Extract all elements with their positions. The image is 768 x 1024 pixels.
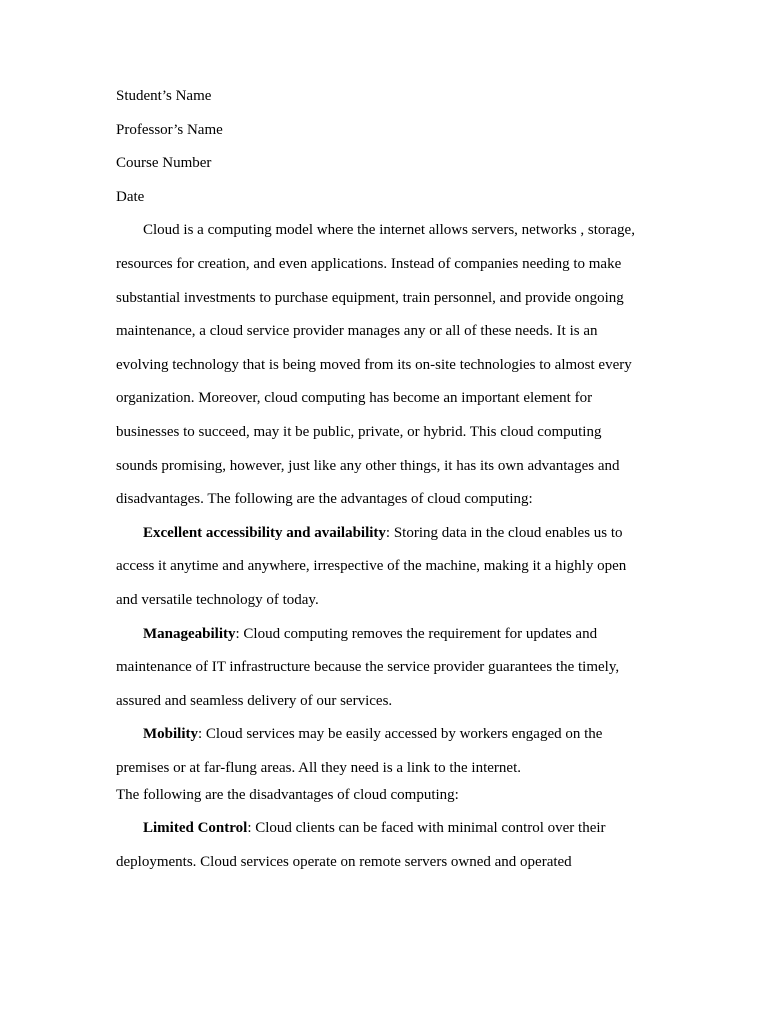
paragraph-line: sounds promising, however, just like any other things, it has its own advantages and bbox=[116, 457, 620, 474]
disadvantage-limited-control bbox=[116, 817, 656, 884]
paragraph-line bbox=[116, 522, 656, 556]
paragraph-line: resources for creation, and even applications. Instead of companies needing to make bbox=[116, 255, 622, 272]
advantage-accessibility bbox=[116, 522, 656, 623]
professor-name: Professor’s Name bbox=[116, 121, 223, 138]
advantage-term: Excellent accessibility and availability bbox=[143, 524, 386, 541]
paragraph-line bbox=[116, 623, 656, 657]
paragraph-line: Cloud is a computing model where the internet allows servers, networks , storage, bbox=[143, 222, 635, 239]
paragraph-line: maintenance of IT infrastructure because the service provider guarantees the timely, bbox=[116, 659, 620, 676]
course-number: Course Number bbox=[116, 155, 212, 172]
paragraph-line: assured and seamless delivery of our services. bbox=[116, 692, 393, 709]
advantage-mobility bbox=[116, 723, 656, 784]
paragraph-line: premises or at far-flung areas. All they need is a link to the internet. bbox=[116, 759, 521, 776]
paragraph-line bbox=[116, 723, 656, 757]
student-name: Student’s Name bbox=[116, 88, 212, 104]
advantage-manageability bbox=[116, 623, 656, 724]
advantage-text: : Storing data in the cloud enables us to bbox=[385, 524, 623, 541]
paragraph-line: and versatile technology of today. bbox=[116, 591, 319, 608]
disadvantage-term: Limited Control bbox=[143, 820, 248, 837]
date: Date bbox=[116, 188, 145, 205]
advantage-text: : Cloud services may be easily accessed by workers engaged on the bbox=[198, 726, 603, 743]
paragraph-line: deployments. Cloud services operate on remote servers owned and operated bbox=[116, 854, 572, 871]
advantage-text: : Cloud computing removes the requirement for updates and bbox=[235, 625, 598, 642]
paragraph-line: substantial investments to purchase equipment, train personnel, and provide ongoing bbox=[116, 289, 624, 306]
advantage-term: Mobility bbox=[143, 726, 198, 743]
disadvantage-text: : Cloud clients can be faced with minimal control over their bbox=[247, 820, 606, 837]
paragraph-line: evolving technology that is being moved from its on-site technologies to almost every bbox=[116, 356, 632, 373]
paragraph-line: disadvantages. The following are the advantages of cloud computing: bbox=[116, 491, 533, 508]
paragraph-line: maintenance, a cloud service provider manages any or all of these needs. It is an bbox=[116, 323, 598, 340]
intro-paragraph bbox=[116, 219, 656, 521]
paragraph-line: access it anytime and anywhere, irrespective of the machine, making it a highly open bbox=[116, 558, 627, 575]
paragraph-line: businesses to succeed, may it be public, private, or hybrid. This cloud computing bbox=[116, 423, 602, 440]
disadvantages-intro: The following are the disadvantages of cloud computing: bbox=[116, 786, 459, 803]
paragraph-line bbox=[116, 817, 656, 851]
advantage-term: Manageability bbox=[143, 625, 236, 642]
document-body bbox=[116, 85, 656, 885]
paragraph-line: organization. Moreover, cloud computing has become an important element for bbox=[116, 390, 593, 407]
